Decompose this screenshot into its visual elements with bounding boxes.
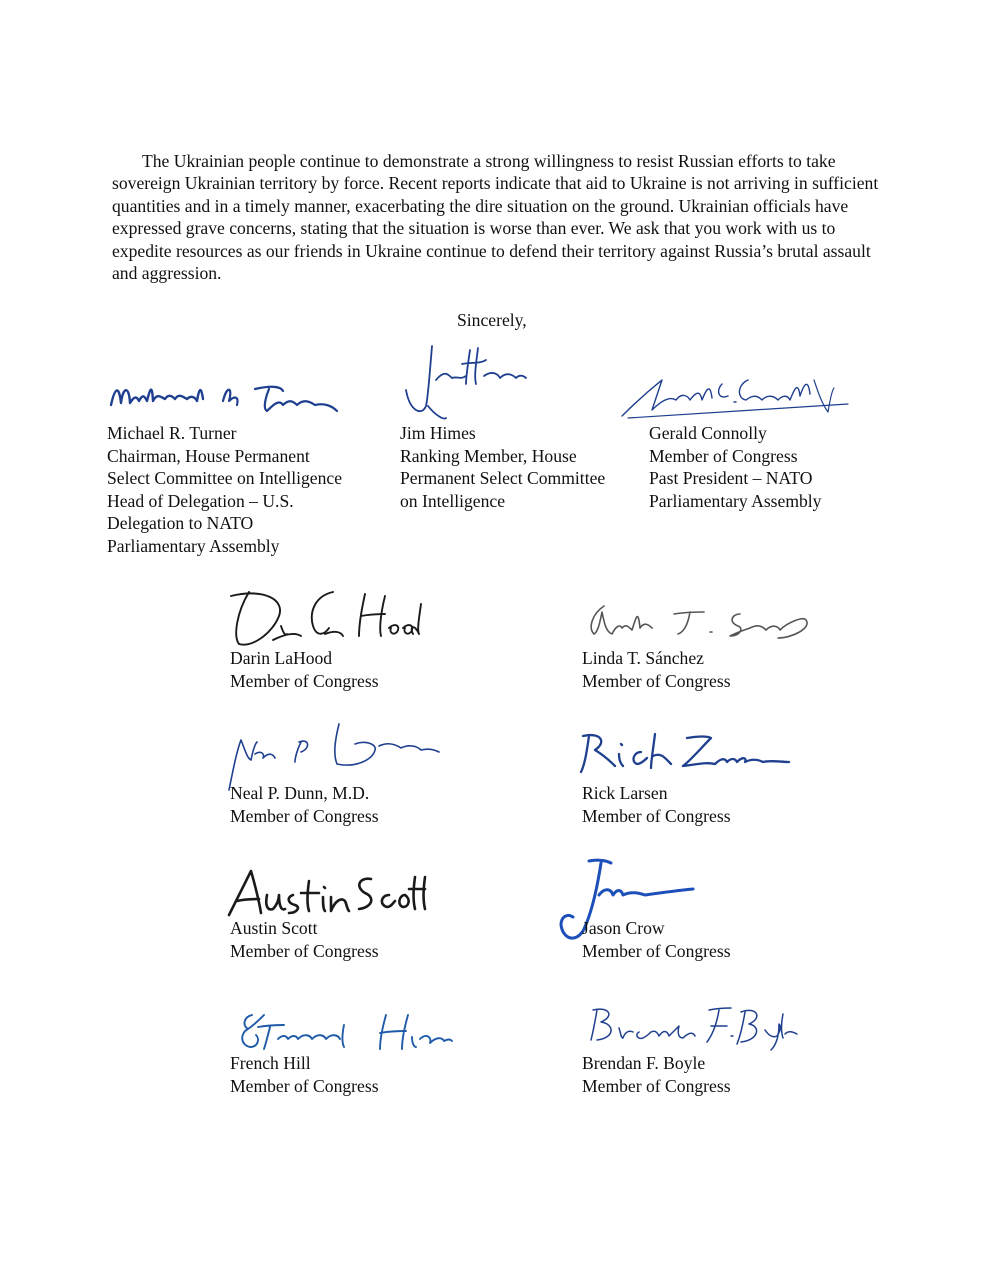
- signer-name: Rick Larsen: [582, 783, 668, 803]
- signer-title-line: Parliamentary Assembly: [649, 490, 822, 511]
- signer-title: Member of Congress: [582, 670, 731, 691]
- signer-title: Member of Congress: [230, 1075, 379, 1096]
- signer-block-austin-scott: [230, 917, 379, 962]
- signer-title: Member of Congress: [582, 940, 731, 961]
- signer-title-line: on Intelligence: [400, 490, 506, 511]
- signer-name: Neal P. Dunn, M.D.: [230, 783, 370, 803]
- signature-linda-sanchez: [582, 598, 822, 648]
- signer-block-rick-larsen: [582, 782, 731, 827]
- signer-title: Member of Congress: [582, 1075, 731, 1096]
- signer-title: Member of Congress: [230, 940, 379, 961]
- signer-title: Member of Congress: [230, 805, 379, 826]
- signer-name: Brendan F. Boyle: [582, 1053, 706, 1073]
- signer-block-jim-himes: [400, 422, 605, 512]
- signer-block-gerald-connolly: [649, 422, 821, 512]
- signer-name: Linda T. Sánchez: [582, 648, 704, 668]
- signer-title-line: Past President – NATO: [649, 468, 813, 489]
- signer-block-jason-crow: [582, 917, 731, 962]
- signer-name: Michael R. Turner: [107, 423, 237, 443]
- signature-brendan-boyle: [585, 1000, 800, 1055]
- signer-title-line: Ranking Member, House: [400, 445, 577, 466]
- signer-name: French Hill: [230, 1053, 311, 1073]
- closing-sincerely: Sincerely,: [457, 310, 527, 330]
- signer-name: Jim Himes: [400, 423, 476, 443]
- signer-title-line: Select Committee on Intelligence: [107, 468, 342, 489]
- signer-block-french-hill: [230, 1052, 379, 1097]
- signer-title-line: Member of Congress: [649, 445, 798, 466]
- signature-darin-lahood: [225, 582, 425, 652]
- signer-name: Gerald Connolly: [649, 423, 767, 443]
- signer-block-linda-sanchez: [582, 647, 731, 692]
- signature-gerald-connolly: [618, 370, 853, 425]
- signer-title: Member of Congress: [230, 670, 379, 691]
- signer-name: Austin Scott: [230, 918, 318, 938]
- signer-block-michael-turner: [107, 422, 342, 558]
- letter-body-paragraph: The Ukrainian people continue to demonstrate a strong willingness to resist Russian efforts to take sovereign Ukrainian territory by force. Recent reports indicate that aid to Ukraine is not arriving in sufficient quantities and in a timely manner, exacerbating the dire situation on the ground. Ukrainian officials have expressed grave concerns, stating that the situation is worse than ever. We ask that you work with us to expedite resources as our friends in Ukraine continue to defend their territory against Russia’s brutal assault and aggression.: [112, 151, 879, 284]
- signer-block-neal-dunn: [230, 782, 379, 827]
- signer-title-line: Chairman, House Permanent: [107, 445, 310, 466]
- signer-title: Member of Congress: [582, 805, 731, 826]
- signature-jim-himes: [400, 340, 530, 425]
- signature-rick-larsen: [575, 728, 795, 778]
- signature-austin-scott: [225, 865, 430, 920]
- signer-title-line: Head of Delegation – U.S.: [107, 490, 294, 511]
- signer-block-brendan-boyle: [582, 1052, 731, 1097]
- signer-name: Jason Crow: [582, 918, 665, 938]
- signer-title-line: Delegation to NATO: [107, 513, 254, 534]
- signer-title-line: Permanent Select Committee: [400, 468, 606, 489]
- signer-block-darin-lahood: [230, 647, 379, 692]
- signer-name: Darin LaHood: [230, 648, 333, 668]
- signature-michael-turner: [105, 375, 345, 420]
- signer-title-line: Parliamentary Assembly: [107, 535, 280, 556]
